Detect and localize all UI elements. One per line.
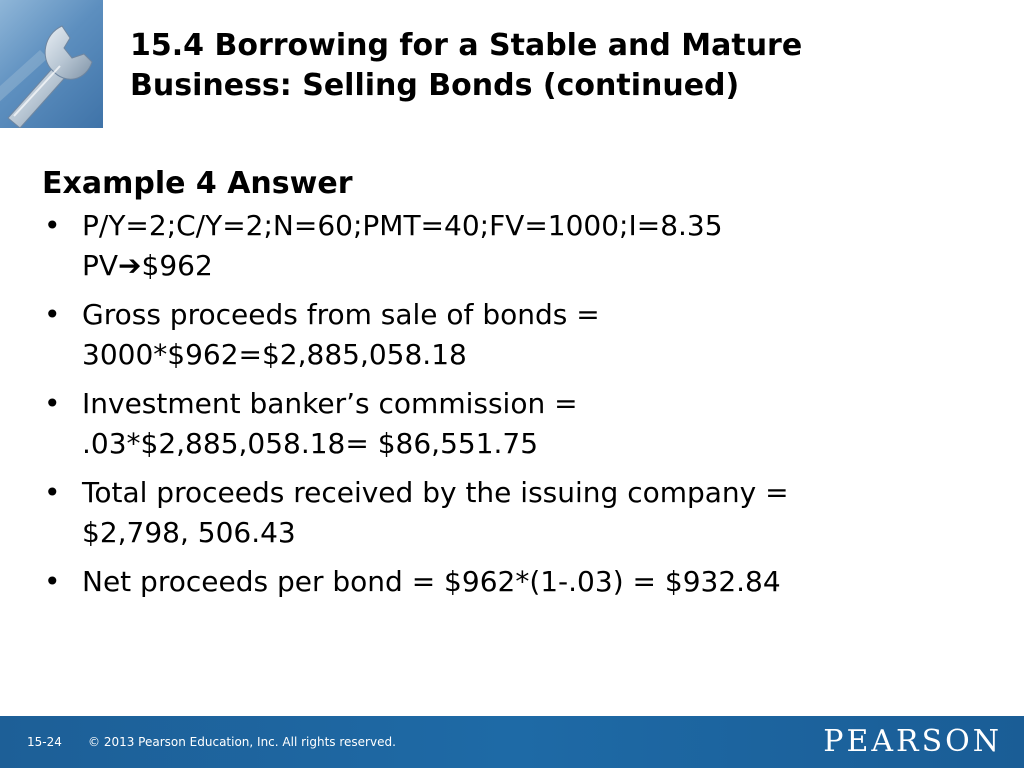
bullet-line: [82, 246, 982, 286]
pv-label: PV: [82, 249, 119, 282]
slide-number: 15-24: [27, 735, 62, 749]
bullet-glyph: •: [44, 298, 61, 331]
list-item: [42, 384, 982, 464]
pearson-logo: PEARSON: [823, 724, 1002, 759]
list-item: [42, 206, 982, 286]
wrench-logo-icon: [0, 0, 103, 128]
list-item: [42, 562, 982, 602]
section-heading: Example 4 Answer: [42, 166, 353, 201]
list-item: [42, 473, 982, 553]
page-title: [130, 26, 990, 106]
bullet-glyph: •: [44, 387, 61, 420]
bullet-glyph: •: [44, 476, 61, 509]
bullet-line: Net proceeds per bond = $962*(1-.03) = $932.84: [82, 565, 781, 598]
bullet-line: Total proceeds received by the issuing company =: [82, 476, 789, 509]
list-item: [42, 295, 982, 375]
title-line-2: Business: Selling Bonds (continued): [130, 68, 740, 103]
bullet-glyph: •: [44, 565, 61, 598]
bullet-line: P/Y=2;C/Y=2;N=60;PMT=40;FV=1000;I=8.35: [82, 209, 723, 242]
bullet-line: Investment banker’s commission =: [82, 387, 578, 420]
bullet-line: .03*$2,885,058.18= $86,551.75: [82, 427, 539, 460]
footer-bar: [0, 716, 1024, 768]
pv-value: $962: [141, 249, 213, 282]
bullet-line: Gross proceeds from sale of bonds =: [82, 298, 600, 331]
wrench-icon: [0, 0, 103, 128]
arrow-right-icon: ➔: [118, 249, 142, 282]
bullet-glyph: •: [44, 209, 61, 242]
title-line-1: 15.4 Borrowing for a Stable and Mature: [130, 28, 803, 63]
slide-body: [42, 164, 982, 611]
bullet-line: $2,798, 506.43: [82, 516, 296, 549]
bullet-list: [42, 206, 982, 602]
bullet-line: 3000*$962=$2,885,058.18: [82, 338, 467, 371]
copyright-notice: © 2013 Pearson Education, Inc. All rights reserved.: [88, 735, 396, 749]
